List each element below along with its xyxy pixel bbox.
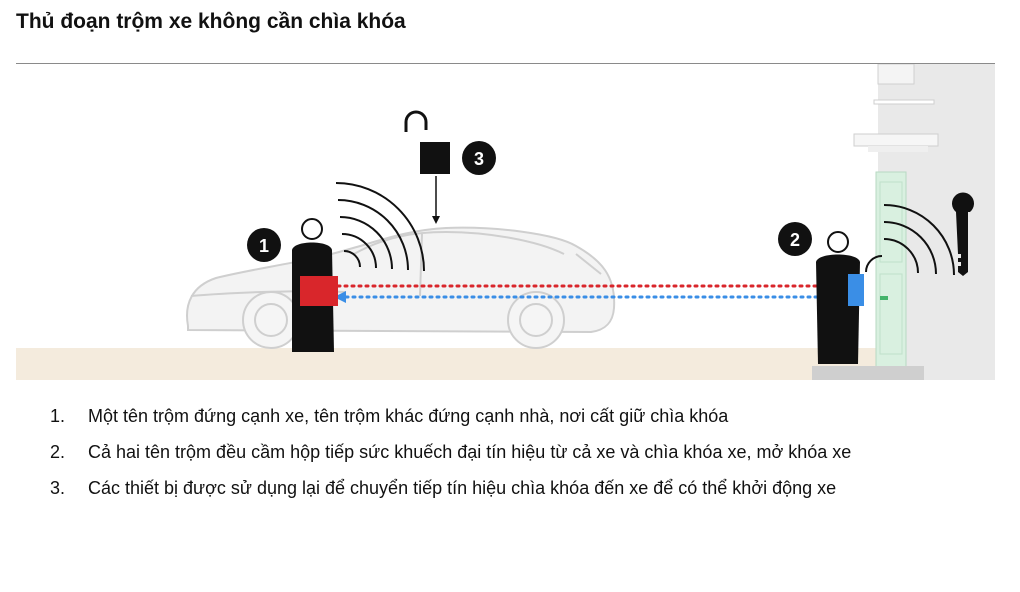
svg-text:3: 3 — [473, 149, 485, 169]
step-number: 2. — [50, 442, 66, 462]
step-item — [50, 472, 980, 504]
padlock-open-icon — [406, 112, 450, 224]
badge-1 — [247, 228, 281, 262]
badge-2 — [778, 222, 812, 256]
relay-theft-illustration — [16, 64, 995, 380]
doorstep — [812, 366, 924, 380]
page-title: Thủ đoạn trộm xe không cần chìa khóa — [16, 10, 406, 33]
step-text: Cả hai tên trộm đều cầm hộp tiếp sức khuếch đại tín hiệu từ cả xe và chìa khóa xe, mở khóa xe — [88, 442, 852, 462]
svg-text:2: 2 — [789, 230, 801, 250]
thief-right-person-icon — [816, 232, 864, 364]
step-item — [50, 436, 980, 468]
thief-left-person-icon — [292, 219, 338, 352]
door-handle — [880, 296, 888, 300]
step-item — [50, 400, 980, 432]
relay-box-blue — [848, 274, 864, 306]
badge-3 — [462, 141, 496, 175]
svg-text:1: 1 — [258, 236, 270, 256]
step-text: Một tên trộm đứng cạnh xe, tên trộm khác đứng cạnh nhà, nơi cất giữ chìa khóa — [88, 406, 729, 426]
steps-list — [50, 400, 980, 508]
relay-box-red — [300, 276, 338, 306]
step-text: Các thiết bị được sử dụng lại để chuyển tiếp tín hiệu chìa khóa đến xe để có thể khởi động xe — [88, 478, 837, 498]
step-number: 1. — [50, 406, 66, 426]
step-number: 3. — [50, 478, 66, 498]
